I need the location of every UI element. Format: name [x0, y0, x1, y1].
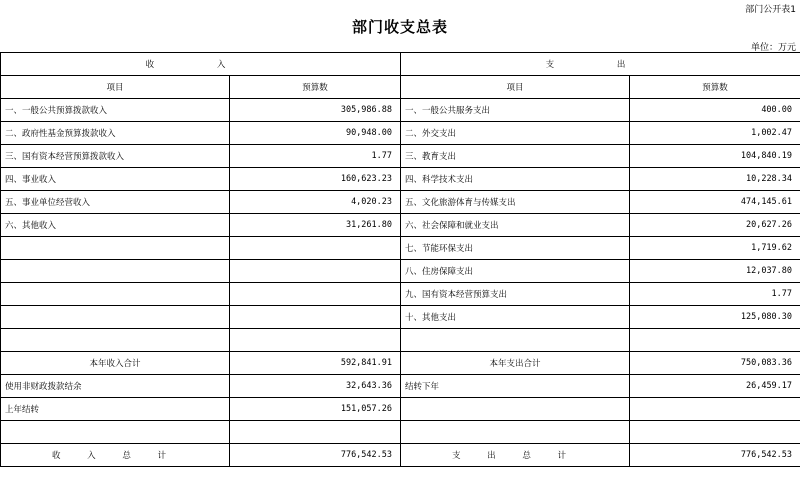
page-title: 部门收支总表 [351, 18, 448, 36]
expense-amount [630, 398, 800, 421]
income-item: 一、一般公共预算拨款收入 [1, 99, 230, 122]
income-amount: 1.77 [230, 145, 401, 168]
table-row [1, 375, 800, 398]
table-row [1, 237, 800, 260]
income-item: 二、政府性基金预算拨款收入 [1, 122, 230, 145]
expense-item: 四、科学技术支出 [401, 168, 630, 191]
income-amount: 305,986.88 [230, 99, 401, 122]
expense-item: 六、社会保障和就业支出 [401, 214, 630, 237]
expense-item [401, 398, 630, 421]
income-total-label: 收 入 总 计 [1, 444, 230, 467]
table-row [1, 191, 800, 214]
expense-amount [630, 421, 800, 444]
table-row [1, 283, 800, 306]
expense-item: 十、其他支出 [401, 306, 630, 329]
expense-header: 支 出 [401, 53, 800, 76]
income-item: 使用非财政拨款结余 [1, 375, 230, 398]
table-row [1, 168, 800, 191]
expense-item: 三、教育支出 [401, 145, 630, 168]
expense-amount: 1.77 [630, 283, 800, 306]
table-row [1, 260, 800, 283]
expense-amount: 125,080.30 [630, 306, 800, 329]
income-amount: 4,020.23 [230, 191, 401, 214]
expense-item: 一、一般公共服务支出 [401, 99, 630, 122]
table-row [1, 214, 800, 237]
expense-item [401, 421, 630, 444]
income-amount [230, 306, 401, 329]
expense-amount: 1,719.62 [630, 237, 800, 260]
table-row [1, 145, 800, 168]
expense-total-label: 支 出 总 计 [401, 444, 630, 467]
expense-subtotal-label: 本年支出合计 [401, 352, 630, 375]
page-label: 部门公开表1 [745, 5, 796, 15]
income-amount [230, 421, 401, 444]
subtotal-row [1, 352, 800, 375]
income-amount: 31,261.80 [230, 214, 401, 237]
expense-amount: 474,145.61 [630, 191, 800, 214]
expense-item [401, 329, 630, 352]
table-row [1, 306, 800, 329]
table-row [1, 421, 800, 444]
expense-budget-header: 预算数 [630, 76, 800, 99]
expense-item: 结转下年 [401, 375, 630, 398]
expense-item: 五、文化旅游体育与传媒支出 [401, 191, 630, 214]
expense-item-header: 项目 [401, 76, 630, 99]
expense-item: 二、外交支出 [401, 122, 630, 145]
income-amount: 90,948.00 [230, 122, 401, 145]
income-item: 六、其他收入 [1, 214, 230, 237]
income-amount [230, 329, 401, 352]
expense-amount: 104,840.19 [630, 145, 800, 168]
income-item: 三、国有资本经营预算拨款收入 [1, 145, 230, 168]
income-amount: 151,057.26 [230, 398, 401, 421]
income-amount: 160,623.23 [230, 168, 401, 191]
income-item [1, 260, 230, 283]
income-budget-header: 预算数 [230, 76, 401, 99]
table-row [1, 398, 800, 421]
expense-amount: 1,002.47 [630, 122, 800, 145]
income-item [1, 306, 230, 329]
expense-total-amount: 776,542.53 [630, 444, 800, 467]
expense-item: 八、住房保障支出 [401, 260, 630, 283]
column-header-row [1, 76, 800, 99]
expense-item: 九、国有资本经营预算支出 [401, 283, 630, 306]
income-item: 五、事业单位经营收入 [1, 191, 230, 214]
expense-amount: 10,228.34 [630, 168, 800, 191]
income-amount: 32,643.36 [230, 375, 401, 398]
income-subtotal-label: 本年收入合计 [1, 352, 230, 375]
income-subtotal-amount: 592,841.91 [230, 352, 401, 375]
income-item [1, 421, 230, 444]
expense-subtotal-amount: 750,083.36 [630, 352, 800, 375]
income-total-amount: 776,542.53 [230, 444, 401, 467]
table-row [1, 99, 800, 122]
budget-table [0, 52, 800, 467]
expense-amount: 26,459.17 [630, 375, 800, 398]
total-row [1, 444, 800, 467]
income-item: 四、事业收入 [1, 168, 230, 191]
income-item [1, 237, 230, 260]
income-item-header: 项目 [1, 76, 230, 99]
income-item [1, 329, 230, 352]
expense-item: 七、节能环保支出 [401, 237, 630, 260]
unit-label: 单位：万元 [750, 43, 796, 53]
income-item: 上年结转 [1, 398, 230, 421]
table-row [1, 329, 800, 352]
income-amount [230, 260, 401, 283]
section-header-row [1, 53, 800, 76]
expense-amount [630, 329, 800, 352]
income-header: 收 入 [1, 53, 401, 76]
income-item [1, 283, 230, 306]
expense-amount: 20,627.26 [630, 214, 800, 237]
expense-amount: 12,037.80 [630, 260, 800, 283]
expense-amount: 400.00 [630, 99, 800, 122]
income-amount [230, 283, 401, 306]
table-row [1, 122, 800, 145]
income-amount [230, 237, 401, 260]
